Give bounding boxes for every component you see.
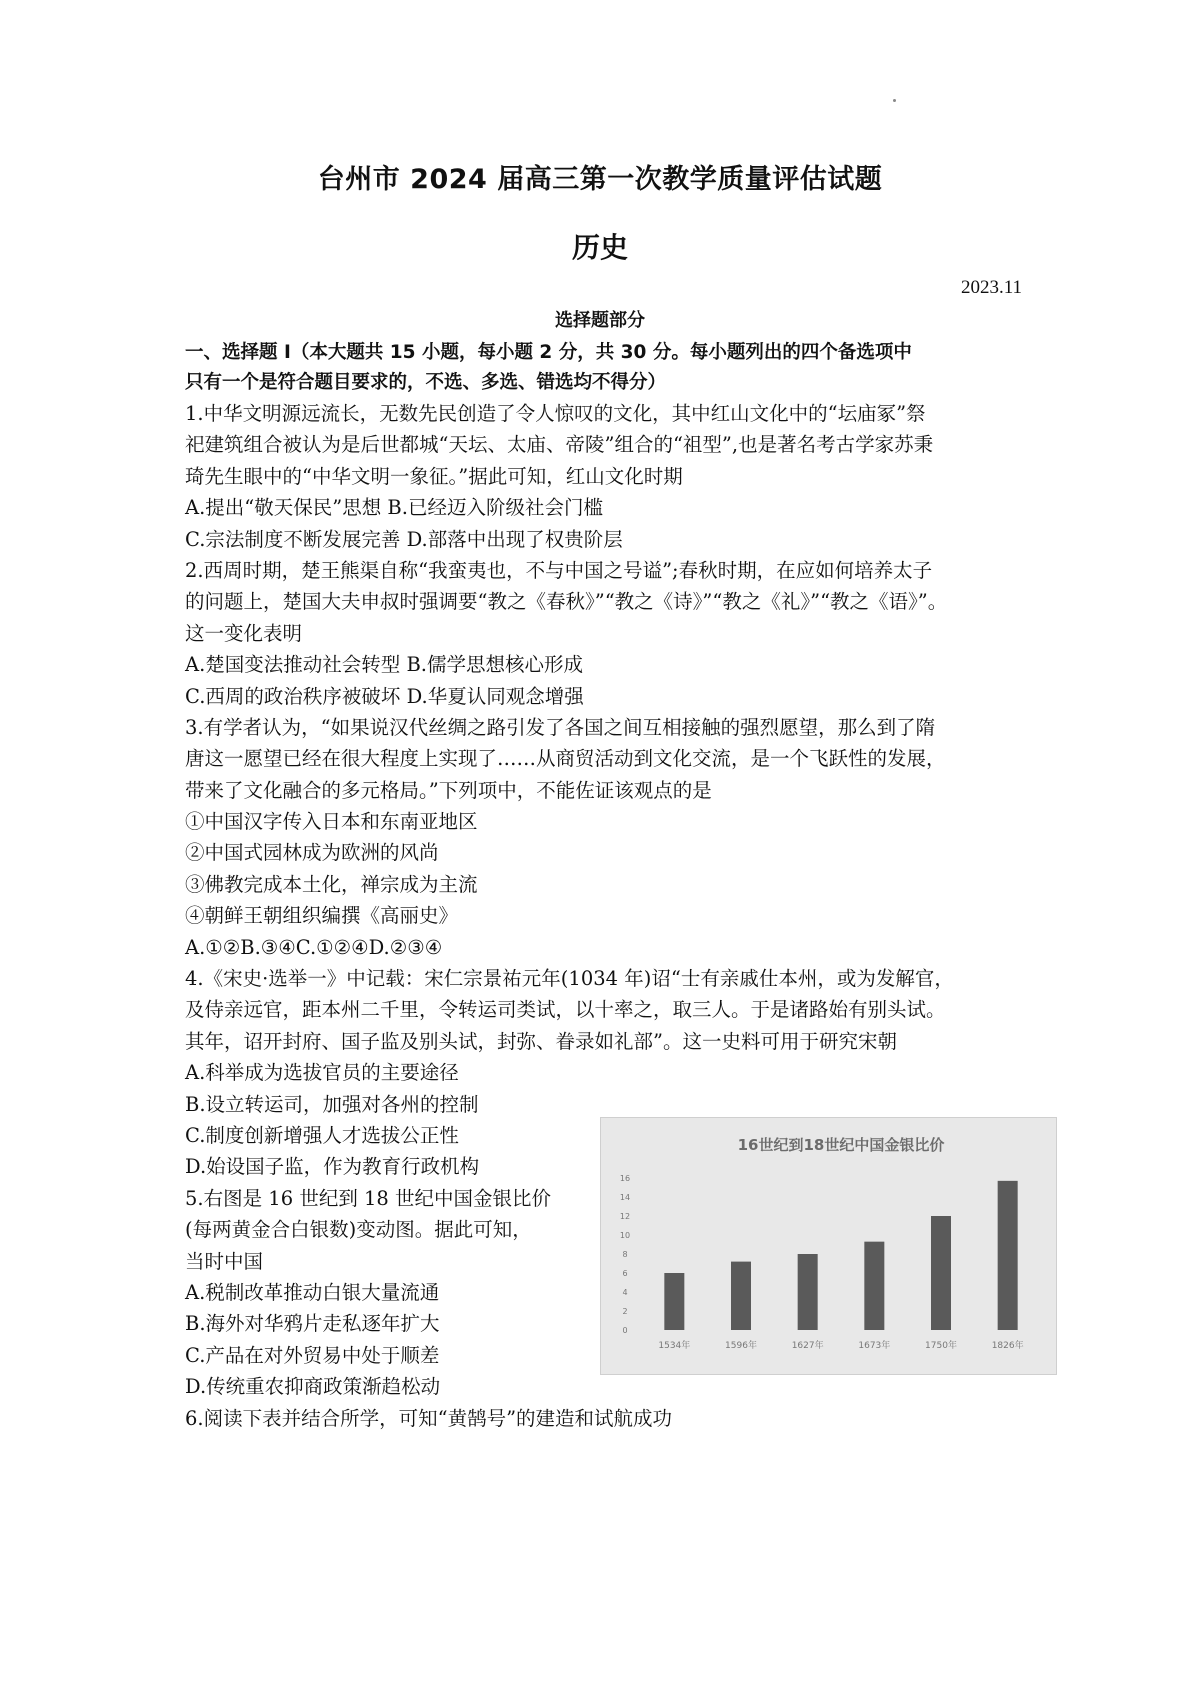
question-option-line: C.西周的政治秩序被破坏 D.华夏认同观念增强 bbox=[185, 684, 584, 708]
question-statement-line: ①中国汉字传入日本和东南亚地区 bbox=[185, 810, 478, 834]
chart-title: 16世纪到18世纪中国金银比价 bbox=[737, 1136, 945, 1154]
question-stem-line: (每两黄金合白银数)变动图。据此可知， bbox=[185, 1218, 532, 1242]
question-option-line: B.设立转运司，加强对各州的控制 bbox=[185, 1092, 479, 1116]
question-option-line: A.楚国变法推动社会转型 B.儒学思想核心形成 bbox=[185, 653, 584, 677]
bar-series bbox=[664, 1181, 1017, 1330]
question-stem-line: 1.中华文明源远流长，无数先民创造了令人惊叹的文化，其中红山文化中的“坛庙冢”祭 bbox=[185, 402, 926, 425]
subject-title: 历史 bbox=[571, 231, 628, 264]
question-option-line: D.始设国子监，作为教育行政机构 bbox=[185, 1155, 480, 1179]
question-stem-line: 琦先生眼中的“中华文明一象征。”据此可知，红山文化时期 bbox=[185, 464, 683, 488]
y-tick-label: 0 bbox=[622, 1326, 628, 1335]
x-tick-label: 1750年 bbox=[925, 1341, 957, 1351]
y-tick-label: 14 bbox=[619, 1193, 631, 1202]
question-3 bbox=[185, 712, 1045, 963]
question-stem-line: 4.《宋史·选举一》中记载：宋仁宗景祐元年(1034 年)诏“士有亲戚仕本州，或为发解官， bbox=[185, 967, 954, 991]
y-tick-label: 8 bbox=[622, 1250, 628, 1259]
bar-5 bbox=[931, 1216, 951, 1330]
y-tick-label: 4 bbox=[622, 1288, 628, 1297]
question-stem-line: 这一变化表明 bbox=[185, 621, 303, 645]
x-tick-label: 1596年 bbox=[725, 1341, 757, 1351]
question-option-line: A.税制改革推动白银大量流通 bbox=[185, 1280, 440, 1304]
bar-3 bbox=[798, 1254, 818, 1330]
question-stem-line: 唐这一愿望已经在很大程度上实现了……从商贸活动到文化交流，是一个飞跃性的发展， bbox=[185, 747, 946, 771]
question-stem-line: 及侍亲远官，距本州二千里，令转运司类试，以十率之，取三人。于是诸路始有别头试。 bbox=[185, 998, 946, 1022]
question-option-line: C.制度创新增强人才选拔公正性 bbox=[185, 1123, 459, 1147]
question-stem-line: 6.阅读下表并结合所学，可知“黄鹄号”的建造和试航成功 bbox=[185, 1406, 673, 1430]
question-statement-line: ④朝鲜王朝组织编撰《高丽史》 bbox=[185, 904, 459, 928]
x-tick-label: 1627年 bbox=[791, 1341, 824, 1351]
section-instructions bbox=[185, 338, 1035, 398]
question-6 bbox=[185, 1403, 1045, 1434]
y-tick-label: 16 bbox=[619, 1174, 631, 1183]
question-statement-line: ③佛教完成本土化，禅宗成为主流 bbox=[185, 872, 478, 896]
y-tick-label: 12 bbox=[619, 1212, 631, 1221]
y-axis-ticks bbox=[620, 1174, 630, 1335]
x-axis-labels bbox=[658, 1339, 1023, 1351]
exam-title: 台州市 2024 届高三第一次教学质量评估试题 bbox=[317, 164, 883, 195]
bar-4 bbox=[864, 1242, 884, 1330]
bar-2 bbox=[731, 1262, 751, 1330]
question-statement-line: ②中国式园林成为欧洲的风尚 bbox=[185, 841, 439, 865]
question-stem-line: 带来了文化融合的多元格局。”下列项中，不能佐证该观点的是 bbox=[185, 778, 712, 802]
question-stem-line: 的问题上，楚国大夫申叔时强调要“教之《春秋》”“教之《诗》”“教之《礼》”“教之《语》”。 bbox=[185, 590, 948, 614]
bar-6 bbox=[998, 1181, 1018, 1330]
y-tick-label: 2 bbox=[622, 1307, 628, 1316]
instruction-line: 一、选择题 I（本大题共 15 小题，每小题 2 分，共 30 分。每小题列出的四个备选项中 bbox=[185, 342, 912, 363]
question-option-line: B.海外对华鸦片走私逐年扩大 bbox=[185, 1312, 440, 1336]
x-tick-label: 1826年 bbox=[991, 1341, 1024, 1351]
exam-date: 2023.11 bbox=[960, 277, 1022, 298]
question-2 bbox=[185, 555, 1045, 712]
question-stem-line: 3.有学者认为，“如果说汉代丝绸之路引发了各国之间互相接触的强烈愿望，那么到了隋 bbox=[185, 715, 936, 739]
y-tick-label: 6 bbox=[622, 1269, 628, 1278]
question-stem-line: 当时中国 bbox=[185, 1249, 264, 1273]
question-option-line: C.宗法制度不断发展完善 D.部落中出现了权贵阶层 bbox=[185, 527, 623, 551]
x-tick-label: 1534年 bbox=[658, 1341, 691, 1351]
chart-svg bbox=[601, 1118, 1056, 1374]
scan-speck bbox=[893, 99, 896, 102]
section-heading: 选择题部分 bbox=[555, 310, 645, 331]
question-option-line: A.①②B.③④C.①②④D.②③④ bbox=[185, 935, 443, 959]
question-option-line: D.传统重农抑商政策渐趋松动 bbox=[185, 1375, 441, 1399]
question-option-line: A.提出“敬天保民”思想 B.已经迈入阶级社会门槛 bbox=[185, 496, 603, 520]
gold-silver-ratio-chart bbox=[600, 1117, 1057, 1375]
question-option-line: C.产品在对外贸易中处于顺差 bbox=[185, 1343, 440, 1367]
question-stem-line: 5.右图是 16 世纪到 18 世纪中国金银比价 bbox=[185, 1186, 552, 1210]
y-tick-label: 10 bbox=[619, 1231, 631, 1240]
question-1 bbox=[185, 398, 1045, 555]
x-tick-label: 1673年 bbox=[858, 1341, 891, 1351]
question-stem-line: 2.西周时期，楚王熊渠自称“我蛮夷也，不与中国之号谥”;春秋时期，在应如何培养太子 bbox=[185, 558, 933, 582]
instruction-line: 只有一个是符合题目要求的，不选、多选、错选均不得分） bbox=[185, 372, 667, 393]
question-stem-line: 祀建筑组合被认为是后世都城“天坛、太庙、帝陵”组合的“祖型”,也是著名考古学家苏秉 bbox=[185, 433, 934, 457]
question-option-line: A.科举成为选拔官员的主要途径 bbox=[185, 1061, 459, 1085]
bar-1 bbox=[664, 1273, 684, 1330]
question-stem-line: 其年，诏开封府、国子监及别头试，封弥、眷录如礼部”。这一史料可用于研究宋朝 bbox=[185, 1029, 897, 1053]
